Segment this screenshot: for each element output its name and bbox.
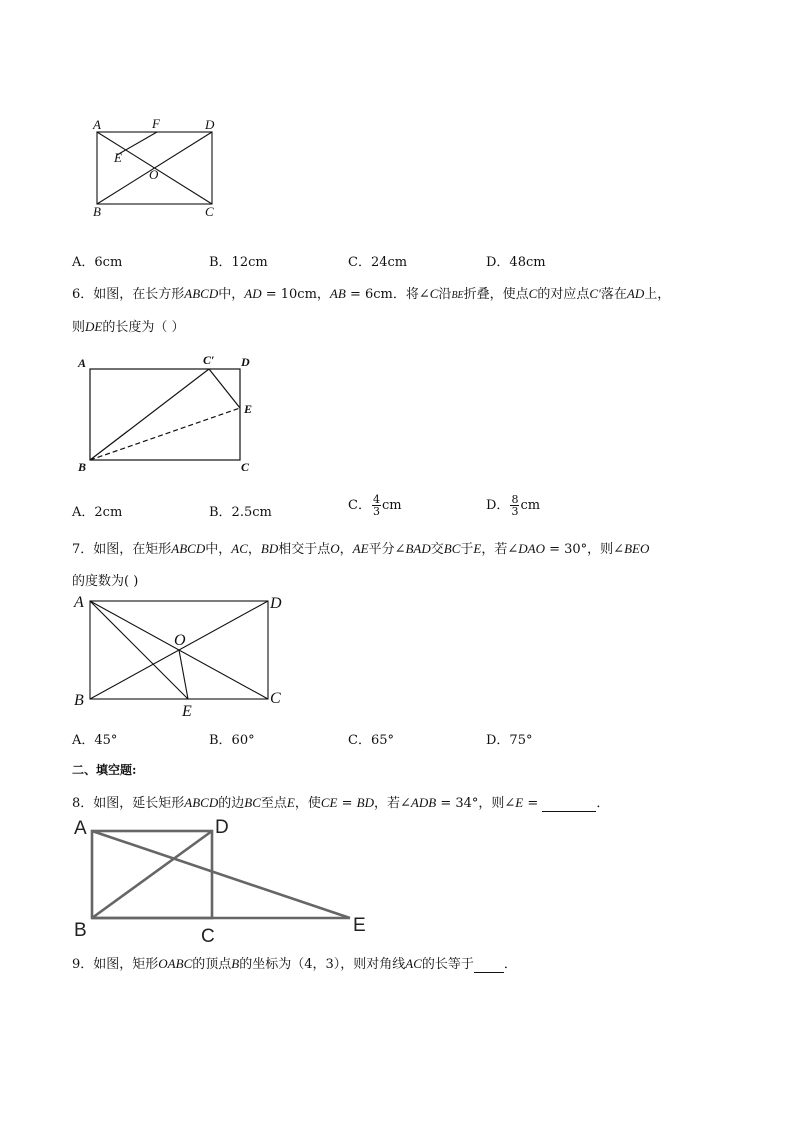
q6-question-line2: 则DE的长度为（ ）	[72, 319, 185, 335]
q9-answer-blank[interactable]	[474, 957, 504, 973]
label-b: B	[74, 692, 84, 709]
label-e: E	[182, 703, 192, 720]
label-d: D	[241, 355, 250, 369]
q9-question: 9．如图，矩形OABC的顶点B的坐标为（4，3），则对角线AC的长等于 ．	[72, 956, 517, 972]
fraction-eight-thirds: $\frac{8}{3}$	[511, 493, 519, 518]
diagonal-bd	[92, 831, 212, 918]
section-heading-fill-in: 二、填空题:	[72, 763, 137, 777]
segment-bc-prime	[90, 369, 209, 460]
q8-figure	[68, 812, 378, 947]
label-c: C	[201, 926, 215, 947]
q5-option-c[interactable]: C．24cm	[348, 255, 408, 270]
label-d: D	[270, 595, 282, 612]
label-e: E	[244, 402, 253, 416]
q6-question-line1: 6．如图，在长方形ABCD中，AD = 10cm，AB = 6cm．将∠C沿BE折叠，使点C的对应点C′落在AD上，	[72, 286, 671, 302]
q7-option-b[interactable]: B．60°	[209, 733, 255, 748]
q7-question-line2: 的度数为( )	[72, 574, 139, 589]
q5-option-b[interactable]: B．12cm	[209, 255, 268, 270]
q6-option-b[interactable]: B．2.5cm	[209, 505, 272, 520]
label-o: O	[174, 632, 186, 649]
label-o: O	[149, 167, 159, 182]
q6-figure	[70, 348, 270, 478]
q6-option-d[interactable]: D． $\frac{8}{3}$ cm	[486, 493, 541, 518]
rectangle-abcd	[90, 369, 240, 460]
q8-answer-blank[interactable]	[542, 796, 596, 812]
label-b: B	[74, 920, 87, 941]
bisector-ae	[90, 601, 188, 699]
segment-c-prime-e	[209, 369, 240, 408]
segment-ef	[117, 132, 157, 155]
q7-question-line1: 7．如图，在矩形ABCD中，AC，BD相交于点O，AE平分∠BAD交BC于E，若∠DAO = 30°，则∠BEO	[72, 541, 650, 557]
label-b: B	[78, 460, 87, 474]
q7-figure	[68, 590, 298, 720]
label-c-prime: C′	[203, 353, 215, 367]
q7-option-c[interactable]: C．65°	[348, 733, 394, 748]
q7-option-d[interactable]: D．75°	[486, 733, 533, 748]
label-a: A	[78, 356, 87, 370]
label-e: E	[114, 150, 122, 165]
q5-figure	[88, 115, 228, 225]
label-c: C	[270, 690, 281, 707]
label-e: E	[353, 915, 366, 936]
q5-option-a[interactable]: A．6cm	[72, 255, 123, 270]
fold-line-be	[90, 408, 240, 460]
segment-ae	[92, 831, 350, 918]
label-a: A	[74, 818, 87, 839]
q6-option-c[interactable]: C． $\frac{4}{3}$ cm	[348, 493, 402, 518]
label-c: C	[205, 204, 214, 219]
label-a: A	[74, 594, 84, 611]
label-f: F	[152, 116, 160, 131]
q5-option-d[interactable]: D．48cm	[486, 255, 546, 270]
label-c: C	[241, 460, 250, 474]
fraction-four-thirds: $\frac{4}{3}$	[372, 493, 380, 518]
q6-option-a[interactable]: A．2cm	[72, 505, 123, 520]
label-d: D	[215, 817, 229, 838]
label-a: A	[93, 117, 101, 132]
q8-question: 8．如图，延长矩形ABCD的边BC至点E，使CE = BD，若∠ADB = 34°，则∠E = ．	[72, 795, 610, 811]
label-b: B	[93, 204, 101, 219]
q7-option-a[interactable]: A．45°	[72, 733, 118, 748]
label-d: D	[205, 117, 215, 132]
